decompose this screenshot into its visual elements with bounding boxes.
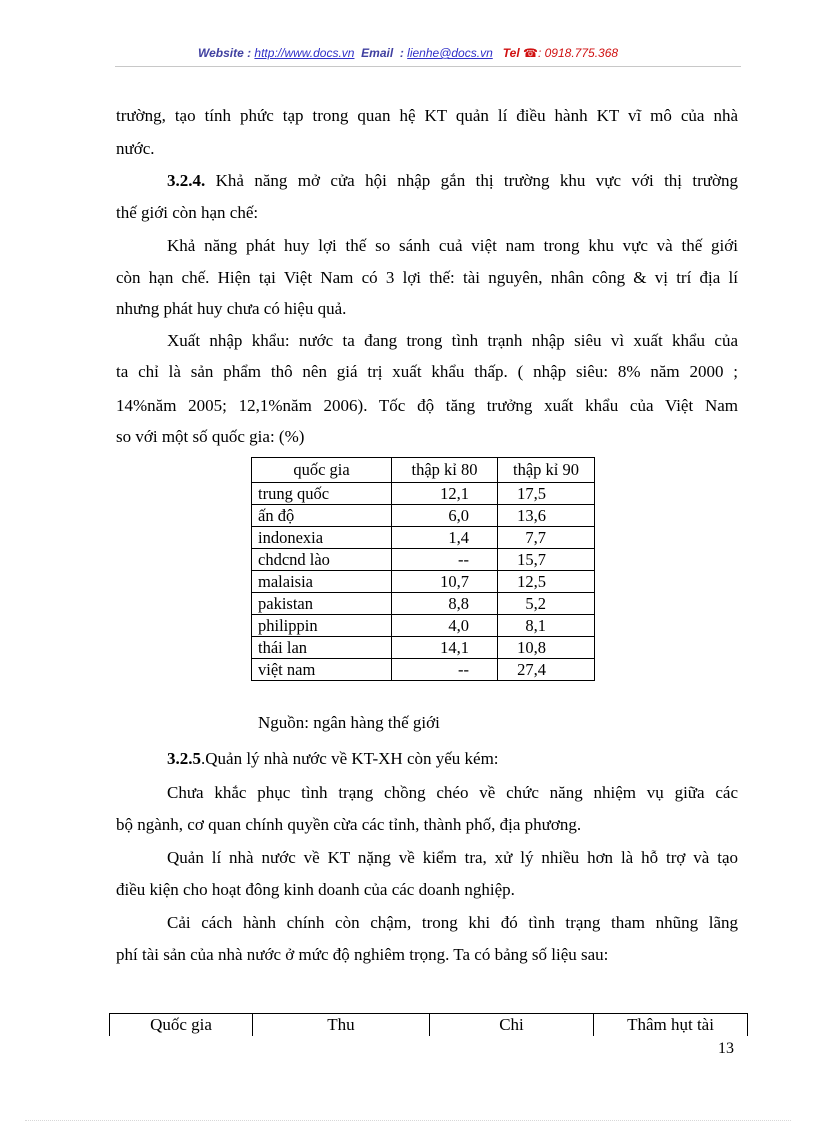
table-header-cell: Thu bbox=[253, 1014, 430, 1037]
table-cell-country: ấn độ bbox=[252, 505, 392, 527]
paragraph-line: Khả năng phát huy lợi thế so sánh cuả việt nam trong khu vực và thế giới bbox=[167, 236, 738, 255]
export-growth-table bbox=[251, 457, 595, 681]
table-cell-country: pakistan bbox=[252, 593, 392, 615]
table-cell-value: 17,5 bbox=[498, 483, 595, 505]
table-cell-country: malaisia bbox=[252, 571, 392, 593]
table-cell-country: chdcnd lào bbox=[252, 549, 392, 571]
section-title: Khả năng mở cửa hội nhập gắn thị trường khu vực với thị trường bbox=[205, 171, 738, 190]
table-cell-value: 7,7 bbox=[498, 527, 595, 549]
table-cell-value: -- bbox=[392, 659, 498, 681]
table-cell-value: 4,0 bbox=[392, 615, 498, 637]
table-cell-value: 12,1 bbox=[392, 483, 498, 505]
table-header-cell: thập kỉ 90 bbox=[498, 458, 595, 483]
table-row bbox=[252, 483, 595, 505]
table-row bbox=[252, 549, 595, 571]
table-header-row bbox=[252, 458, 595, 483]
paragraph-line: nước. bbox=[116, 139, 155, 158]
table-header-cell: Chi bbox=[430, 1014, 594, 1037]
section-number: 3.2.5 bbox=[167, 749, 201, 768]
table-header-cell: quốc gia bbox=[252, 458, 392, 483]
table-cell-value: 8,1 bbox=[498, 615, 595, 637]
table-source: Nguồn: ngân hàng thế giới bbox=[258, 713, 440, 732]
table-cell-country: philippin bbox=[252, 615, 392, 637]
table-row bbox=[252, 615, 595, 637]
table-cell-value: -- bbox=[392, 549, 498, 571]
table-row bbox=[252, 571, 595, 593]
paragraph-line: Cải cách hành chính còn chậm, trong khi đó tình trạng tham nhũng lãng bbox=[167, 913, 738, 932]
header-divider bbox=[115, 66, 741, 67]
table-cell-value: 6,0 bbox=[392, 505, 498, 527]
table-cell-value: 5,2 bbox=[498, 593, 595, 615]
table-header-cell: Quốc gia bbox=[110, 1014, 253, 1037]
paragraph-line: còn hạn chế. Hiện tại Việt Nam có 3 lợi thế: tài nguyên, nhân công & vị trí địa lí bbox=[116, 268, 738, 287]
budget-table bbox=[109, 1013, 748, 1036]
table-cell-value: 8,8 bbox=[392, 593, 498, 615]
paragraph-line: 14%năm 2005; 12,1%năm 2006). Tốc độ tăng trưởng xuất khẩu của Việt Nam bbox=[116, 396, 738, 415]
table-cell-country: thái lan bbox=[252, 637, 392, 659]
table-cell-value: 10,8 bbox=[498, 637, 595, 659]
table-header-cell: thập kỉ 80 bbox=[392, 458, 498, 483]
table-cell-value: 14,1 bbox=[392, 637, 498, 659]
paragraph-line: nhưng phát huy chưa có hiệu quả. bbox=[116, 299, 347, 318]
website-link[interactable]: http://www.docs.vn bbox=[254, 46, 355, 60]
page-number: 13 bbox=[718, 1040, 734, 1057]
tel-number: : 0918.775.368 bbox=[537, 46, 619, 60]
section-heading-3-2-4 bbox=[116, 166, 738, 195]
footer-divider bbox=[25, 1120, 791, 1121]
section-heading-3-2-5 bbox=[116, 744, 738, 773]
phone-icon: ☎ bbox=[523, 46, 538, 60]
section-number: 3.2.4. bbox=[167, 171, 206, 190]
table-cell-country: trung quốc bbox=[252, 483, 392, 505]
table-header-row bbox=[110, 1014, 748, 1037]
paragraph-line: so với một số quốc gia: (%) bbox=[116, 427, 305, 446]
table-cell-value: 10,7 bbox=[392, 571, 498, 593]
table-row bbox=[252, 593, 595, 615]
paragraph-line: ta chỉ là sản phẩm thô nên giá trị xuất khẩu thấp. ( nhập siêu: 8% năm 2000 ; bbox=[116, 362, 738, 381]
table-header-cell: Thâm hụt tài bbox=[594, 1014, 748, 1037]
table-row bbox=[252, 659, 595, 681]
paragraph-line: trường, tạo tính phức tạp trong quan hệ KT quản lí điều hành KT vĩ mô của nhà bbox=[116, 106, 738, 125]
website-label: Website : bbox=[197, 46, 252, 60]
paragraph-line: Quản lí nhà nước về KT nặng về kiểm tra, xử lý nhiều hơn là hỗ trợ và tạo bbox=[167, 848, 738, 867]
email-separator: : bbox=[399, 46, 404, 60]
table-row bbox=[252, 637, 595, 659]
paragraph-line: Xuất nhập khẩu: nước ta đang trong tình trạnh nhập siêu vì xuất khẩu của bbox=[167, 331, 738, 350]
paragraph-line: phí tài sản của nhà nước ở mức độ nghiêm trọng. Ta có bảng số liệu sau: bbox=[116, 945, 609, 964]
table-row bbox=[252, 505, 595, 527]
paragraph-line: điều kiện cho hoạt đông kinh doanh của các doanh nghiệp. bbox=[116, 880, 515, 899]
email-label: Email bbox=[361, 46, 394, 60]
page-header bbox=[0, 46, 816, 60]
section-title: .Quản lý nhà nước về KT-XH còn yếu kém: bbox=[201, 749, 499, 768]
table-cell-value: 27,4 bbox=[498, 659, 595, 681]
email-link[interactable]: lienhe@docs.vn bbox=[407, 46, 493, 60]
table-cell-value: 12,5 bbox=[498, 571, 595, 593]
table-cell-country: việt nam bbox=[252, 659, 392, 681]
tel-label: Tel bbox=[502, 46, 520, 60]
paragraph-line: Chưa khắc phục tình trạng chồng chéo về chức năng nhiệm vụ giữa các bbox=[167, 783, 738, 802]
table-cell-country: indonexia bbox=[252, 527, 392, 549]
table-cell-value: 15,7 bbox=[498, 549, 595, 571]
table-cell-value: 1,4 bbox=[392, 527, 498, 549]
paragraph-line: bộ ngành, cơ quan chính quyền cừa các tỉnh, thành phố, địa phương. bbox=[116, 815, 582, 834]
paragraph-line: thế giới còn hạn chế: bbox=[116, 203, 259, 222]
table-row bbox=[252, 527, 595, 549]
table-cell-value: 13,6 bbox=[498, 505, 595, 527]
